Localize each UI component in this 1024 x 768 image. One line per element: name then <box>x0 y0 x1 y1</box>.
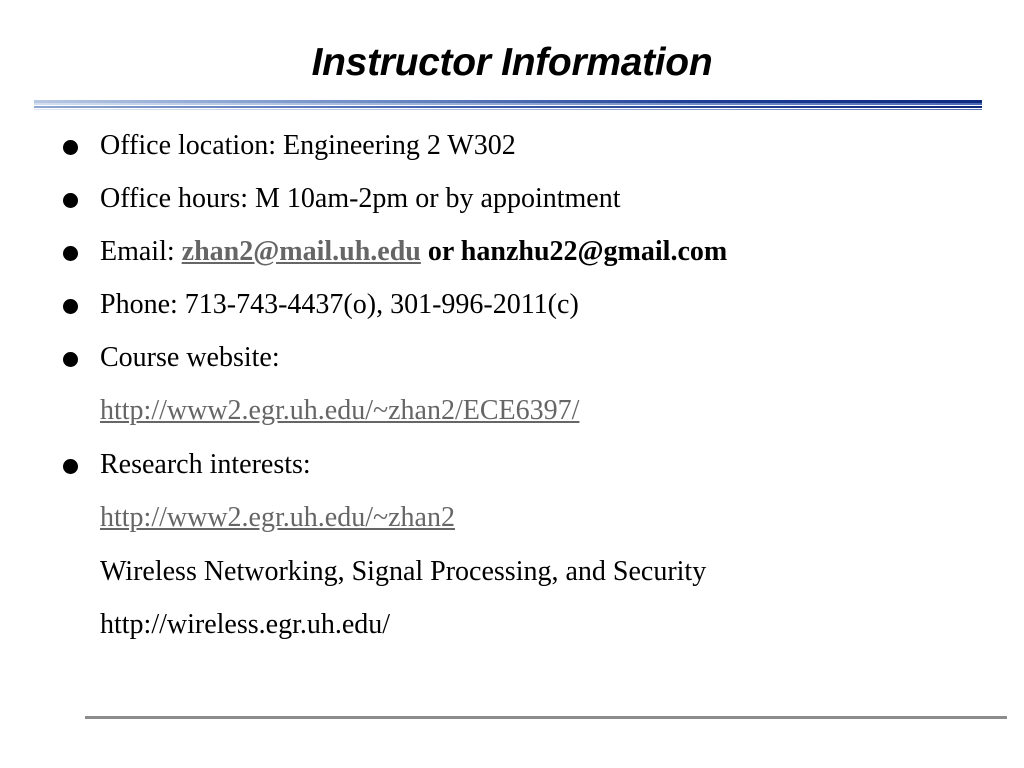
email-primary-link[interactable]: zhan2@mail.uh.edu <box>181 236 421 267</box>
footer-divider <box>85 716 1007 719</box>
course-website-label: Course website: <box>100 342 280 373</box>
email-secondary-text: or hanzhu22@gmail.com <box>420 236 728 267</box>
email-line <box>100 232 727 272</box>
course-website-link[interactable]: http://www2.egr.uh.edu/~zhan2/ECE6397/ <box>100 395 580 426</box>
research-url-line <box>100 498 455 538</box>
lab-url-text: http://wireless.egr.uh.edu/ <box>100 609 391 640</box>
bullet-dot-icon <box>63 140 78 155</box>
bullet-dot-icon <box>63 352 78 367</box>
title-divider-band <box>34 109 982 110</box>
bullet-dot-icon <box>63 299 78 314</box>
research-topics-text: Wireless Networking, Signal Processing, and Security <box>100 556 707 587</box>
title-divider-band <box>34 103 982 105</box>
title-divider-band <box>34 106 982 108</box>
slide-title: Instructor Information <box>311 41 713 84</box>
research-link[interactable]: http://www2.egr.uh.edu/~zhan2 <box>100 502 455 533</box>
course-website-line <box>100 391 579 431</box>
office-location-text: Office location: Engineering 2 W302 <box>100 130 516 161</box>
office-hours-text: Office hours: M 10am-2pm or by appointment <box>100 183 621 214</box>
bullet-dot-icon <box>63 459 78 474</box>
bullet-dot-icon <box>63 193 78 208</box>
email-label: Email: <box>100 236 182 267</box>
research-label: Research interests: <box>100 449 311 480</box>
title-divider <box>34 100 982 111</box>
bullet-dot-icon <box>63 246 78 261</box>
phone-text: Phone: 713-743-4437(o), 301-996-2011(c) <box>100 289 579 320</box>
